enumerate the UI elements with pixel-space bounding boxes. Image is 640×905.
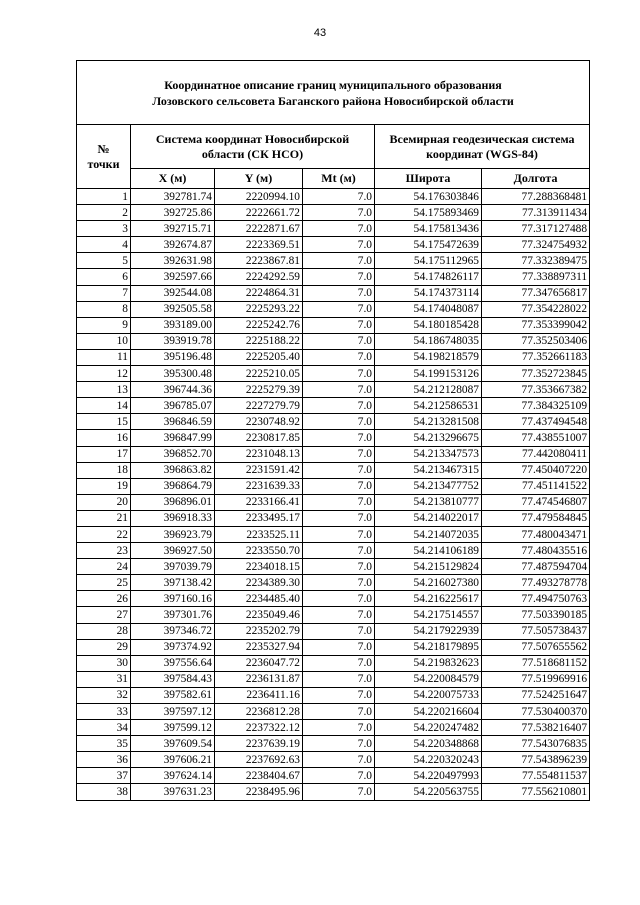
table-row xyxy=(77,205,590,221)
point-number-cell: 6 xyxy=(77,269,131,285)
x-cell: 392631.98 xyxy=(131,253,215,269)
longitude-cell: 77.450407220 xyxy=(482,462,590,478)
point-number-cell: 29 xyxy=(77,639,131,655)
longitude-cell: 77.556210801 xyxy=(482,784,590,800)
y-cell: 2220994.10 xyxy=(215,189,303,205)
longitude-cell: 77.338897311 xyxy=(482,269,590,285)
table-row xyxy=(77,366,590,382)
latitude-cell: 54.214022017 xyxy=(375,510,482,526)
longitude-cell: 77.487594704 xyxy=(482,559,590,575)
longitude-cell: 77.353667382 xyxy=(482,382,590,398)
longitude-cell: 77.480043471 xyxy=(482,526,590,542)
y-cell: 2235327.94 xyxy=(215,639,303,655)
point-number-cell: 18 xyxy=(77,462,131,478)
longitude-cell: 77.493278778 xyxy=(482,575,590,591)
x-cell: 396864.79 xyxy=(131,478,215,494)
x-cell: 393919.78 xyxy=(131,333,215,349)
y-cell: 2235049.46 xyxy=(215,607,303,623)
latitude-cell: 54.174826117 xyxy=(375,269,482,285)
point-number-cell: 8 xyxy=(77,301,131,317)
latitude-cell: 54.220497993 xyxy=(375,768,482,784)
y-cell: 2238495.96 xyxy=(215,784,303,800)
longitude-cell: 77.507655562 xyxy=(482,639,590,655)
y-cell: 2225188.22 xyxy=(215,333,303,349)
longitude-cell: 77.332389475 xyxy=(482,253,590,269)
x-cell: 396896.01 xyxy=(131,494,215,510)
longitude-cell: 77.352661183 xyxy=(482,349,590,365)
point-number-cell: 1 xyxy=(77,189,131,205)
x-cell: 395300.48 xyxy=(131,366,215,382)
y-cell: 2225279.39 xyxy=(215,382,303,398)
mt-cell: 7.0 xyxy=(303,623,375,639)
latitude-cell: 54.220563755 xyxy=(375,784,482,800)
x-cell: 397160.16 xyxy=(131,591,215,607)
mt-cell: 7.0 xyxy=(303,253,375,269)
x-cell: 397597.12 xyxy=(131,704,215,720)
longitude-cell: 77.384325109 xyxy=(482,398,590,414)
x-cell: 396847.99 xyxy=(131,430,215,446)
x-cell: 397556.64 xyxy=(131,655,215,671)
latitude-cell: 54.213467315 xyxy=(375,462,482,478)
table-row xyxy=(77,269,590,285)
point-number-cell: 31 xyxy=(77,671,131,687)
point-number-cell: 26 xyxy=(77,591,131,607)
mt-cell: 7.0 xyxy=(303,687,375,703)
table-row xyxy=(77,398,590,414)
mt-cell: 7.0 xyxy=(303,414,375,430)
y-cell: 2236411.16 xyxy=(215,687,303,703)
mt-cell: 7.0 xyxy=(303,237,375,253)
table-row xyxy=(77,752,590,768)
longitude-cell: 77.538216407 xyxy=(482,720,590,736)
mt-cell: 7.0 xyxy=(303,430,375,446)
x-cell: 396785.07 xyxy=(131,398,215,414)
table-row xyxy=(77,687,590,703)
table-row xyxy=(77,301,590,317)
longitude-cell: 77.354228022 xyxy=(482,301,590,317)
point-number-cell: 2 xyxy=(77,205,131,221)
longitude-cell: 77.353399042 xyxy=(482,317,590,333)
latitude-cell: 54.216225617 xyxy=(375,591,482,607)
y-cell: 2237639.19 xyxy=(215,736,303,752)
point-number-cell: 24 xyxy=(77,559,131,575)
point-number-cell: 5 xyxy=(77,253,131,269)
x-cell: 397609.54 xyxy=(131,736,215,752)
point-number-cell: 23 xyxy=(77,543,131,559)
latitude-cell: 54.212586531 xyxy=(375,398,482,414)
y-cell: 2236812.28 xyxy=(215,704,303,720)
longitude-cell: 77.451141522 xyxy=(482,478,590,494)
table-row xyxy=(77,784,590,800)
table-row xyxy=(77,671,590,687)
latitude-cell: 54.213281508 xyxy=(375,414,482,430)
latitude-cell: 54.220084579 xyxy=(375,671,482,687)
y-cell: 2233166.41 xyxy=(215,494,303,510)
x-header: X (м) xyxy=(131,169,215,189)
mt-cell: 7.0 xyxy=(303,526,375,542)
point-number-cell: 35 xyxy=(77,736,131,752)
latitude-cell: 54.180185428 xyxy=(375,317,482,333)
mt-cell: 7.0 xyxy=(303,205,375,221)
x-cell: 392725.86 xyxy=(131,205,215,221)
point-number-cell: 15 xyxy=(77,414,131,430)
table-row xyxy=(77,446,590,462)
x-cell: 397374.92 xyxy=(131,639,215,655)
latitude-cell: 54.213810777 xyxy=(375,494,482,510)
y-cell: 2233495.17 xyxy=(215,510,303,526)
point-number-cell: 16 xyxy=(77,430,131,446)
longitude-cell: 77.505738437 xyxy=(482,623,590,639)
table-row xyxy=(77,189,590,205)
latitude-cell: 54.175472639 xyxy=(375,237,482,253)
table-row xyxy=(77,607,590,623)
table-row xyxy=(77,382,590,398)
longitude-cell: 77.519969916 xyxy=(482,671,590,687)
latitude-cell: 54.217514557 xyxy=(375,607,482,623)
mt-cell: 7.0 xyxy=(303,221,375,237)
point-number-cell: 33 xyxy=(77,704,131,720)
y-cell: 2231591.42 xyxy=(215,462,303,478)
y-cell: 2222871.67 xyxy=(215,221,303,237)
table-row xyxy=(77,591,590,607)
mt-cell: 7.0 xyxy=(303,269,375,285)
mt-cell: 7.0 xyxy=(303,366,375,382)
y-cell: 2225293.22 xyxy=(215,301,303,317)
y-cell: 2233525.11 xyxy=(215,526,303,542)
x-cell: 397606.21 xyxy=(131,752,215,768)
x-cell: 392505.58 xyxy=(131,301,215,317)
mt-header: Mt (м) xyxy=(303,169,375,189)
mt-cell: 7.0 xyxy=(303,559,375,575)
title-line-1: Координатное описание границ муниципального образования xyxy=(164,77,502,92)
mt-cell: 7.0 xyxy=(303,382,375,398)
table-row xyxy=(77,510,590,526)
y-cell: 2238404.67 xyxy=(215,768,303,784)
mt-cell: 7.0 xyxy=(303,301,375,317)
table-row xyxy=(77,704,590,720)
mt-cell: 7.0 xyxy=(303,720,375,736)
latitude-cell: 54.217922939 xyxy=(375,623,482,639)
latitude-cell: 54.219832623 xyxy=(375,655,482,671)
longitude-cell: 77.347656817 xyxy=(482,285,590,301)
table-row xyxy=(77,253,590,269)
mt-cell: 7.0 xyxy=(303,398,375,414)
latitude-cell: 54.199153126 xyxy=(375,366,482,382)
point-number-cell: 27 xyxy=(77,607,131,623)
y-cell: 2227279.79 xyxy=(215,398,303,414)
table-row xyxy=(77,543,590,559)
latitude-cell: 54.176303846 xyxy=(375,189,482,205)
y-cell: 2225205.40 xyxy=(215,349,303,365)
x-cell: 392715.71 xyxy=(131,221,215,237)
table-row xyxy=(77,559,590,575)
mt-cell: 7.0 xyxy=(303,462,375,478)
longitude-cell: 77.479584845 xyxy=(482,510,590,526)
y-cell: 2224864.31 xyxy=(215,285,303,301)
latitude-cell: 54.174373114 xyxy=(375,285,482,301)
latitude-cell: 54.213477752 xyxy=(375,478,482,494)
table-row xyxy=(77,478,590,494)
longitude-cell: 77.442080411 xyxy=(482,446,590,462)
y-cell: 2237692.63 xyxy=(215,752,303,768)
y-cell: 2231639.33 xyxy=(215,478,303,494)
table-row xyxy=(77,237,590,253)
x-cell: 392781.74 xyxy=(131,189,215,205)
table-row xyxy=(77,430,590,446)
x-cell: 397301.76 xyxy=(131,607,215,623)
latitude-cell: 54.186748035 xyxy=(375,333,482,349)
point-number-cell: 38 xyxy=(77,784,131,800)
longitude-cell: 77.352503406 xyxy=(482,333,590,349)
point-number-cell: 20 xyxy=(77,494,131,510)
mt-cell: 7.0 xyxy=(303,543,375,559)
point-number-cell: 14 xyxy=(77,398,131,414)
mt-cell: 7.0 xyxy=(303,446,375,462)
mt-cell: 7.0 xyxy=(303,752,375,768)
point-number-cell: 30 xyxy=(77,655,131,671)
mt-cell: 7.0 xyxy=(303,671,375,687)
document-title xyxy=(77,61,590,125)
mt-cell: 7.0 xyxy=(303,333,375,349)
table-row xyxy=(77,526,590,542)
x-cell: 397346.72 xyxy=(131,623,215,639)
table-row xyxy=(77,414,590,430)
x-cell: 396744.36 xyxy=(131,382,215,398)
mt-cell: 7.0 xyxy=(303,575,375,591)
latitude-cell: 54.214072035 xyxy=(375,526,482,542)
table-row xyxy=(77,655,590,671)
longitude-cell: 77.437494548 xyxy=(482,414,590,430)
y-cell: 2224292.59 xyxy=(215,269,303,285)
point-number-cell: 9 xyxy=(77,317,131,333)
mt-cell: 7.0 xyxy=(303,317,375,333)
table-row xyxy=(77,768,590,784)
table-row xyxy=(77,575,590,591)
mt-cell: 7.0 xyxy=(303,478,375,494)
point-number-cell: 7 xyxy=(77,285,131,301)
mt-cell: 7.0 xyxy=(303,704,375,720)
x-cell: 392674.87 xyxy=(131,237,215,253)
latitude-cell: 54.218179895 xyxy=(375,639,482,655)
latitude-cell: 54.213347573 xyxy=(375,446,482,462)
y-cell: 2233550.70 xyxy=(215,543,303,559)
y-cell: 2234485.40 xyxy=(215,591,303,607)
table-row xyxy=(77,317,590,333)
latitude-cell: 54.215129824 xyxy=(375,559,482,575)
y-cell: 2234018.15 xyxy=(215,559,303,575)
x-cell: 397138.42 xyxy=(131,575,215,591)
mt-cell: 7.0 xyxy=(303,607,375,623)
mt-cell: 7.0 xyxy=(303,349,375,365)
y-cell: 2236047.72 xyxy=(215,655,303,671)
longitude-cell: 77.288368481 xyxy=(482,189,590,205)
y-cell: 2222661.72 xyxy=(215,205,303,221)
y-cell: 2237322.12 xyxy=(215,720,303,736)
longitude-cell: 77.313911434 xyxy=(482,205,590,221)
longitude-cell: 77.317127488 xyxy=(482,221,590,237)
longitude-cell: 77.474546807 xyxy=(482,494,590,510)
point-number-cell: 36 xyxy=(77,752,131,768)
mt-cell: 7.0 xyxy=(303,189,375,205)
table-row xyxy=(77,349,590,365)
coordinates-table xyxy=(76,60,590,801)
table-row xyxy=(77,285,590,301)
y-cell: 2230817.85 xyxy=(215,430,303,446)
x-cell: 395196.48 xyxy=(131,349,215,365)
point-number-cell: 32 xyxy=(77,687,131,703)
longitude-cell: 77.503390185 xyxy=(482,607,590,623)
x-cell: 396927.50 xyxy=(131,543,215,559)
longitude-cell: 77.324754932 xyxy=(482,237,590,253)
y-cell: 2230748.92 xyxy=(215,414,303,430)
x-cell: 392597.66 xyxy=(131,269,215,285)
page-number: 43 xyxy=(313,27,327,39)
longitude-cell: 77.543896239 xyxy=(482,752,590,768)
longitude-cell: 77.530400370 xyxy=(482,704,590,720)
point-number-cell: 25 xyxy=(77,575,131,591)
point-number-cell: 12 xyxy=(77,366,131,382)
y-cell: 2234389.30 xyxy=(215,575,303,591)
mt-cell: 7.0 xyxy=(303,494,375,510)
longitude-cell: 77.480435516 xyxy=(482,543,590,559)
x-cell: 397582.61 xyxy=(131,687,215,703)
latitude-cell: 54.220075733 xyxy=(375,687,482,703)
mt-cell: 7.0 xyxy=(303,591,375,607)
mt-cell: 7.0 xyxy=(303,510,375,526)
mt-cell: 7.0 xyxy=(303,285,375,301)
y-cell: 2236131.87 xyxy=(215,671,303,687)
point-number-cell: 21 xyxy=(77,510,131,526)
x-cell: 393189.00 xyxy=(131,317,215,333)
title-line-2: Лозовского сельсовета Баганского района Новосибирской области xyxy=(152,93,514,108)
longitude-cell: 77.518681152 xyxy=(482,655,590,671)
y-header: Y (м) xyxy=(215,169,303,189)
y-cell: 2235202.79 xyxy=(215,623,303,639)
point-number-cell: 22 xyxy=(77,526,131,542)
table-row xyxy=(77,221,590,237)
latitude-cell: 54.174048087 xyxy=(375,301,482,317)
x-cell: 392544.08 xyxy=(131,285,215,301)
table-row xyxy=(77,639,590,655)
x-cell: 397624.14 xyxy=(131,768,215,784)
table-row xyxy=(77,494,590,510)
mt-cell: 7.0 xyxy=(303,768,375,784)
mt-cell: 7.0 xyxy=(303,639,375,655)
latitude-cell: 54.216027380 xyxy=(375,575,482,591)
table-row xyxy=(77,462,590,478)
point-number-cell: 11 xyxy=(77,349,131,365)
mt-cell: 7.0 xyxy=(303,736,375,752)
local-system-header: Система координат Новосибирской области (СК НСО) xyxy=(131,125,375,169)
point-number-header: № точки xyxy=(77,125,131,189)
x-cell: 396852.70 xyxy=(131,446,215,462)
mt-cell: 7.0 xyxy=(303,784,375,800)
x-cell: 397599.12 xyxy=(131,720,215,736)
y-cell: 2223867.81 xyxy=(215,253,303,269)
table-row xyxy=(77,623,590,639)
latitude-cell: 54.212128087 xyxy=(375,382,482,398)
point-number-cell: 13 xyxy=(77,382,131,398)
x-cell: 396846.59 xyxy=(131,414,215,430)
point-number-cell: 3 xyxy=(77,221,131,237)
wgs-system-header: Всемирная геодезическая система координат (WGS-84) xyxy=(375,125,590,169)
table-row xyxy=(77,736,590,752)
longitude-cell: 77.524251647 xyxy=(482,687,590,703)
longitude-cell: 77.554811537 xyxy=(482,768,590,784)
latitude-cell: 54.175893469 xyxy=(375,205,482,221)
longitude-cell: 77.543076835 xyxy=(482,736,590,752)
latitude-cell: 54.220348868 xyxy=(375,736,482,752)
point-number-cell: 19 xyxy=(77,478,131,494)
mt-cell: 7.0 xyxy=(303,655,375,671)
latitude-cell: 54.220320243 xyxy=(375,752,482,768)
table-body xyxy=(77,189,590,801)
latitude-cell: 54.214106189 xyxy=(375,543,482,559)
point-number-cell: 4 xyxy=(77,237,131,253)
x-cell: 396863.82 xyxy=(131,462,215,478)
longitude-header: Долгота xyxy=(482,169,590,189)
y-cell: 2225242.76 xyxy=(215,317,303,333)
y-cell: 2225210.05 xyxy=(215,366,303,382)
latitude-cell: 54.220216604 xyxy=(375,704,482,720)
x-cell: 396923.79 xyxy=(131,526,215,542)
latitude-cell: 54.220247482 xyxy=(375,720,482,736)
y-cell: 2231048.13 xyxy=(215,446,303,462)
latitude-cell: 54.213296675 xyxy=(375,430,482,446)
point-number-cell: 34 xyxy=(77,720,131,736)
latitude-header: Широта xyxy=(375,169,482,189)
latitude-cell: 54.175112965 xyxy=(375,253,482,269)
x-cell: 397631.23 xyxy=(131,784,215,800)
latitude-cell: 54.198218579 xyxy=(375,349,482,365)
x-cell: 396918.33 xyxy=(131,510,215,526)
point-number-cell: 17 xyxy=(77,446,131,462)
latitude-cell: 54.175813436 xyxy=(375,221,482,237)
table-row xyxy=(77,720,590,736)
point-number-cell: 10 xyxy=(77,333,131,349)
longitude-cell: 77.494750763 xyxy=(482,591,590,607)
longitude-cell: 77.352723845 xyxy=(482,366,590,382)
longitude-cell: 77.438551007 xyxy=(482,430,590,446)
point-number-cell: 37 xyxy=(77,768,131,784)
table-row xyxy=(77,333,590,349)
y-cell: 2223369.51 xyxy=(215,237,303,253)
x-cell: 397039.79 xyxy=(131,559,215,575)
x-cell: 397584.43 xyxy=(131,671,215,687)
point-number-cell: 28 xyxy=(77,623,131,639)
